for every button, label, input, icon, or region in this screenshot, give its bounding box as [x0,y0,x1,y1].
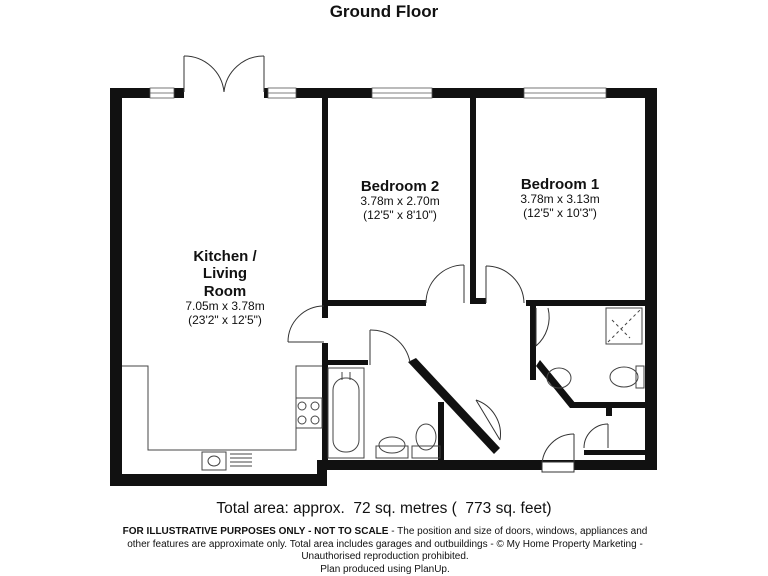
room-name: Bedroom 2 [360,178,440,195]
room-imperial: (23'2" x 12'5") [188,312,262,327]
room-metric: 3.78m x 3.13m [520,192,600,207]
room-kitchen-living [150,248,300,327]
room-name: Bedroom 1 [520,176,600,193]
windows [150,88,606,98]
room-imperial: (12'5" x 8'10") [363,208,437,223]
plan-credit: Plan produced using PlanUp. [320,563,450,575]
room-metric: 7.05m x 3.78m [185,298,265,313]
french-doors [184,56,264,92]
room-name: Living [202,265,248,283]
plan-title: Ground Floor [329,2,439,21]
kitchen-units [122,366,322,470]
room-name: Kitchen / [193,248,257,265]
disclaimer-text: - The position and size of doors, windows, appliances and other features are approximate only. Total area includes garages and outbuildings - © My Home Property Marketing - Unauthorised reproduction prohibited. [127,526,648,562]
disclaimer [110,526,660,576]
room-metric: 3.78m x 2.70m [360,194,440,209]
total-area: Total area: approx. 72 sq. metres ( 773 sq. feet) [216,500,552,517]
room-imperial: (12'5" x 10'3") [523,206,597,221]
bathroom-fixtures [328,368,440,458]
room-name: Room [203,282,247,300]
room-bedroom-1 [498,176,622,221]
internal-walls [322,98,645,460]
drainer [230,454,252,466]
ensuite-fixtures [547,308,644,388]
disclaimer-bold: FOR ILLUSTRATIVE PURPOSES ONLY - NOT TO SCALE [122,526,389,537]
room-bedroom-2 [338,178,462,223]
